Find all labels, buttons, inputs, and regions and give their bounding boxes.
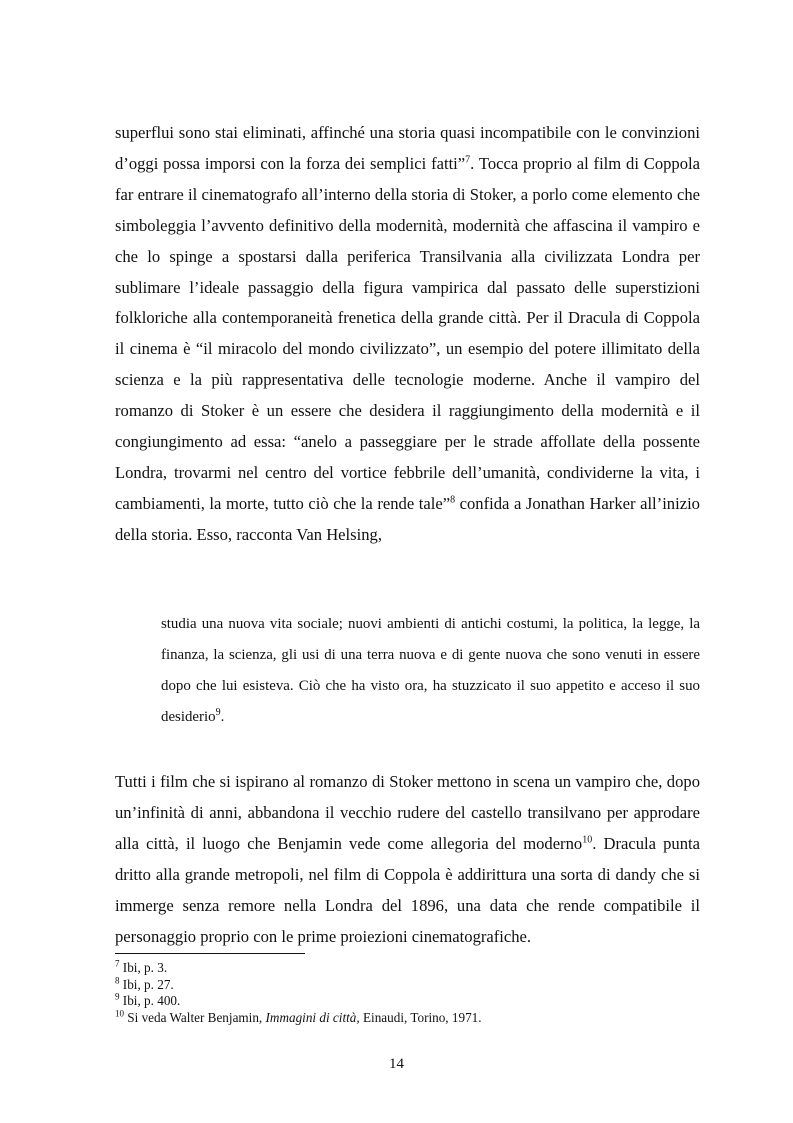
footnote-ref: 9: [215, 706, 221, 718]
footnotes: [115, 960, 700, 1026]
footnote-number: 7: [115, 958, 120, 969]
page-number: 14: [389, 1056, 404, 1072]
footnote-9: [115, 993, 700, 1010]
footnote-10: [115, 1010, 700, 1027]
footnote-number: 8: [115, 975, 120, 986]
italic-title: Immagini di città: [265, 1009, 357, 1025]
footnote-number: 10: [115, 1008, 124, 1019]
footnote-ref: 8: [450, 494, 456, 506]
footnote-ref: 7: [465, 154, 471, 166]
block-quote: studia una nuova vita sociale; nuovi ambienti di antichi costumi, la politica, la legge, la finanza, la scienza, gli usi di una terra nuova e di gente nuova che sono venuti in essere dopo che lui esisteva. Ciò che ha visto ora, ha stuzzicato il suo appetito e acceso il suo desiderio$^9$.: [161, 616, 700, 725]
body-paragraph-1: superflui sono stai eliminati, affinché una storia quasi incompatibile con le convinzioni d’oggi possa imporsi con la forza dei semplici fatti”$^7$. Tocca proprio al film di Coppola far entrare il cinematografo all’interno della storia di Stoker, a porlo come elemento che simboleggia l’avvento definitivo della modernità, modernità che affascina il vampiro e che lo spinge a spostarsi dalla periferica Transilvania alla civilizzata Londra per sublimare l’ideale passaggio della figura vampirica dal passato delle superstizioni folkloriche alla contemporaneità frenetica della grande città. Per il Dracula di Coppola il cinema è “il miracolo del mondo civilizzato”, un esempio del potere illimitato della scienza e la più rappresentativa delle tecnologie moderne. Anche il vampiro del romanzo di Stoker è un essere che desidera il raggiungimento della modernità e il congiungimento ad essa: “anelo a passeggiare per le strade affollate della possente Londra, trovarmi nel centro del vortice febbrile dell’umanità, condividerne la vita, i cambiamenti, la morte, tutto ciò che la rende tale”$^8$ confida a Jonathan Harker all’inizio della storia. Esso, racconta Van Helsing,: [115, 123, 701, 544]
footnote-text: Ibi, p. 27.: [122, 976, 174, 992]
footnote-separator: [115, 953, 305, 954]
footnote-number: 9: [115, 991, 120, 1002]
body-paragraph-2: Tutti i film che si ispirano al romanzo di Stoker mettono in scena un vampiro che, dopo un’infinità di anni, abbandona il vecchio rudere del castello transilvano per approdare alla città, il luogo che Benjamin vede come allegoria del moderno$^{10}$. Dracula punta dritto alla grande metropoli, nel film di Coppola è addirittura una sorta di dandy che si immerge senza remore nella Londra del 1896, una data che rende compatibile il personaggio proprio con le prime proiezioni cinematografiche.: [115, 772, 700, 946]
footnote-text: Ibi, p. 3.: [122, 960, 168, 975]
footnote-ref: 10: [582, 834, 593, 846]
footnote-7: [115, 960, 700, 977]
footnote-8: [115, 977, 700, 994]
footnote-text: Ibi, p. 400.: [122, 993, 181, 1008]
footnote-text: Si veda Walter Benjamin, Immagini di città, Einaudi, Torino, 1971.: [127, 1009, 482, 1025]
